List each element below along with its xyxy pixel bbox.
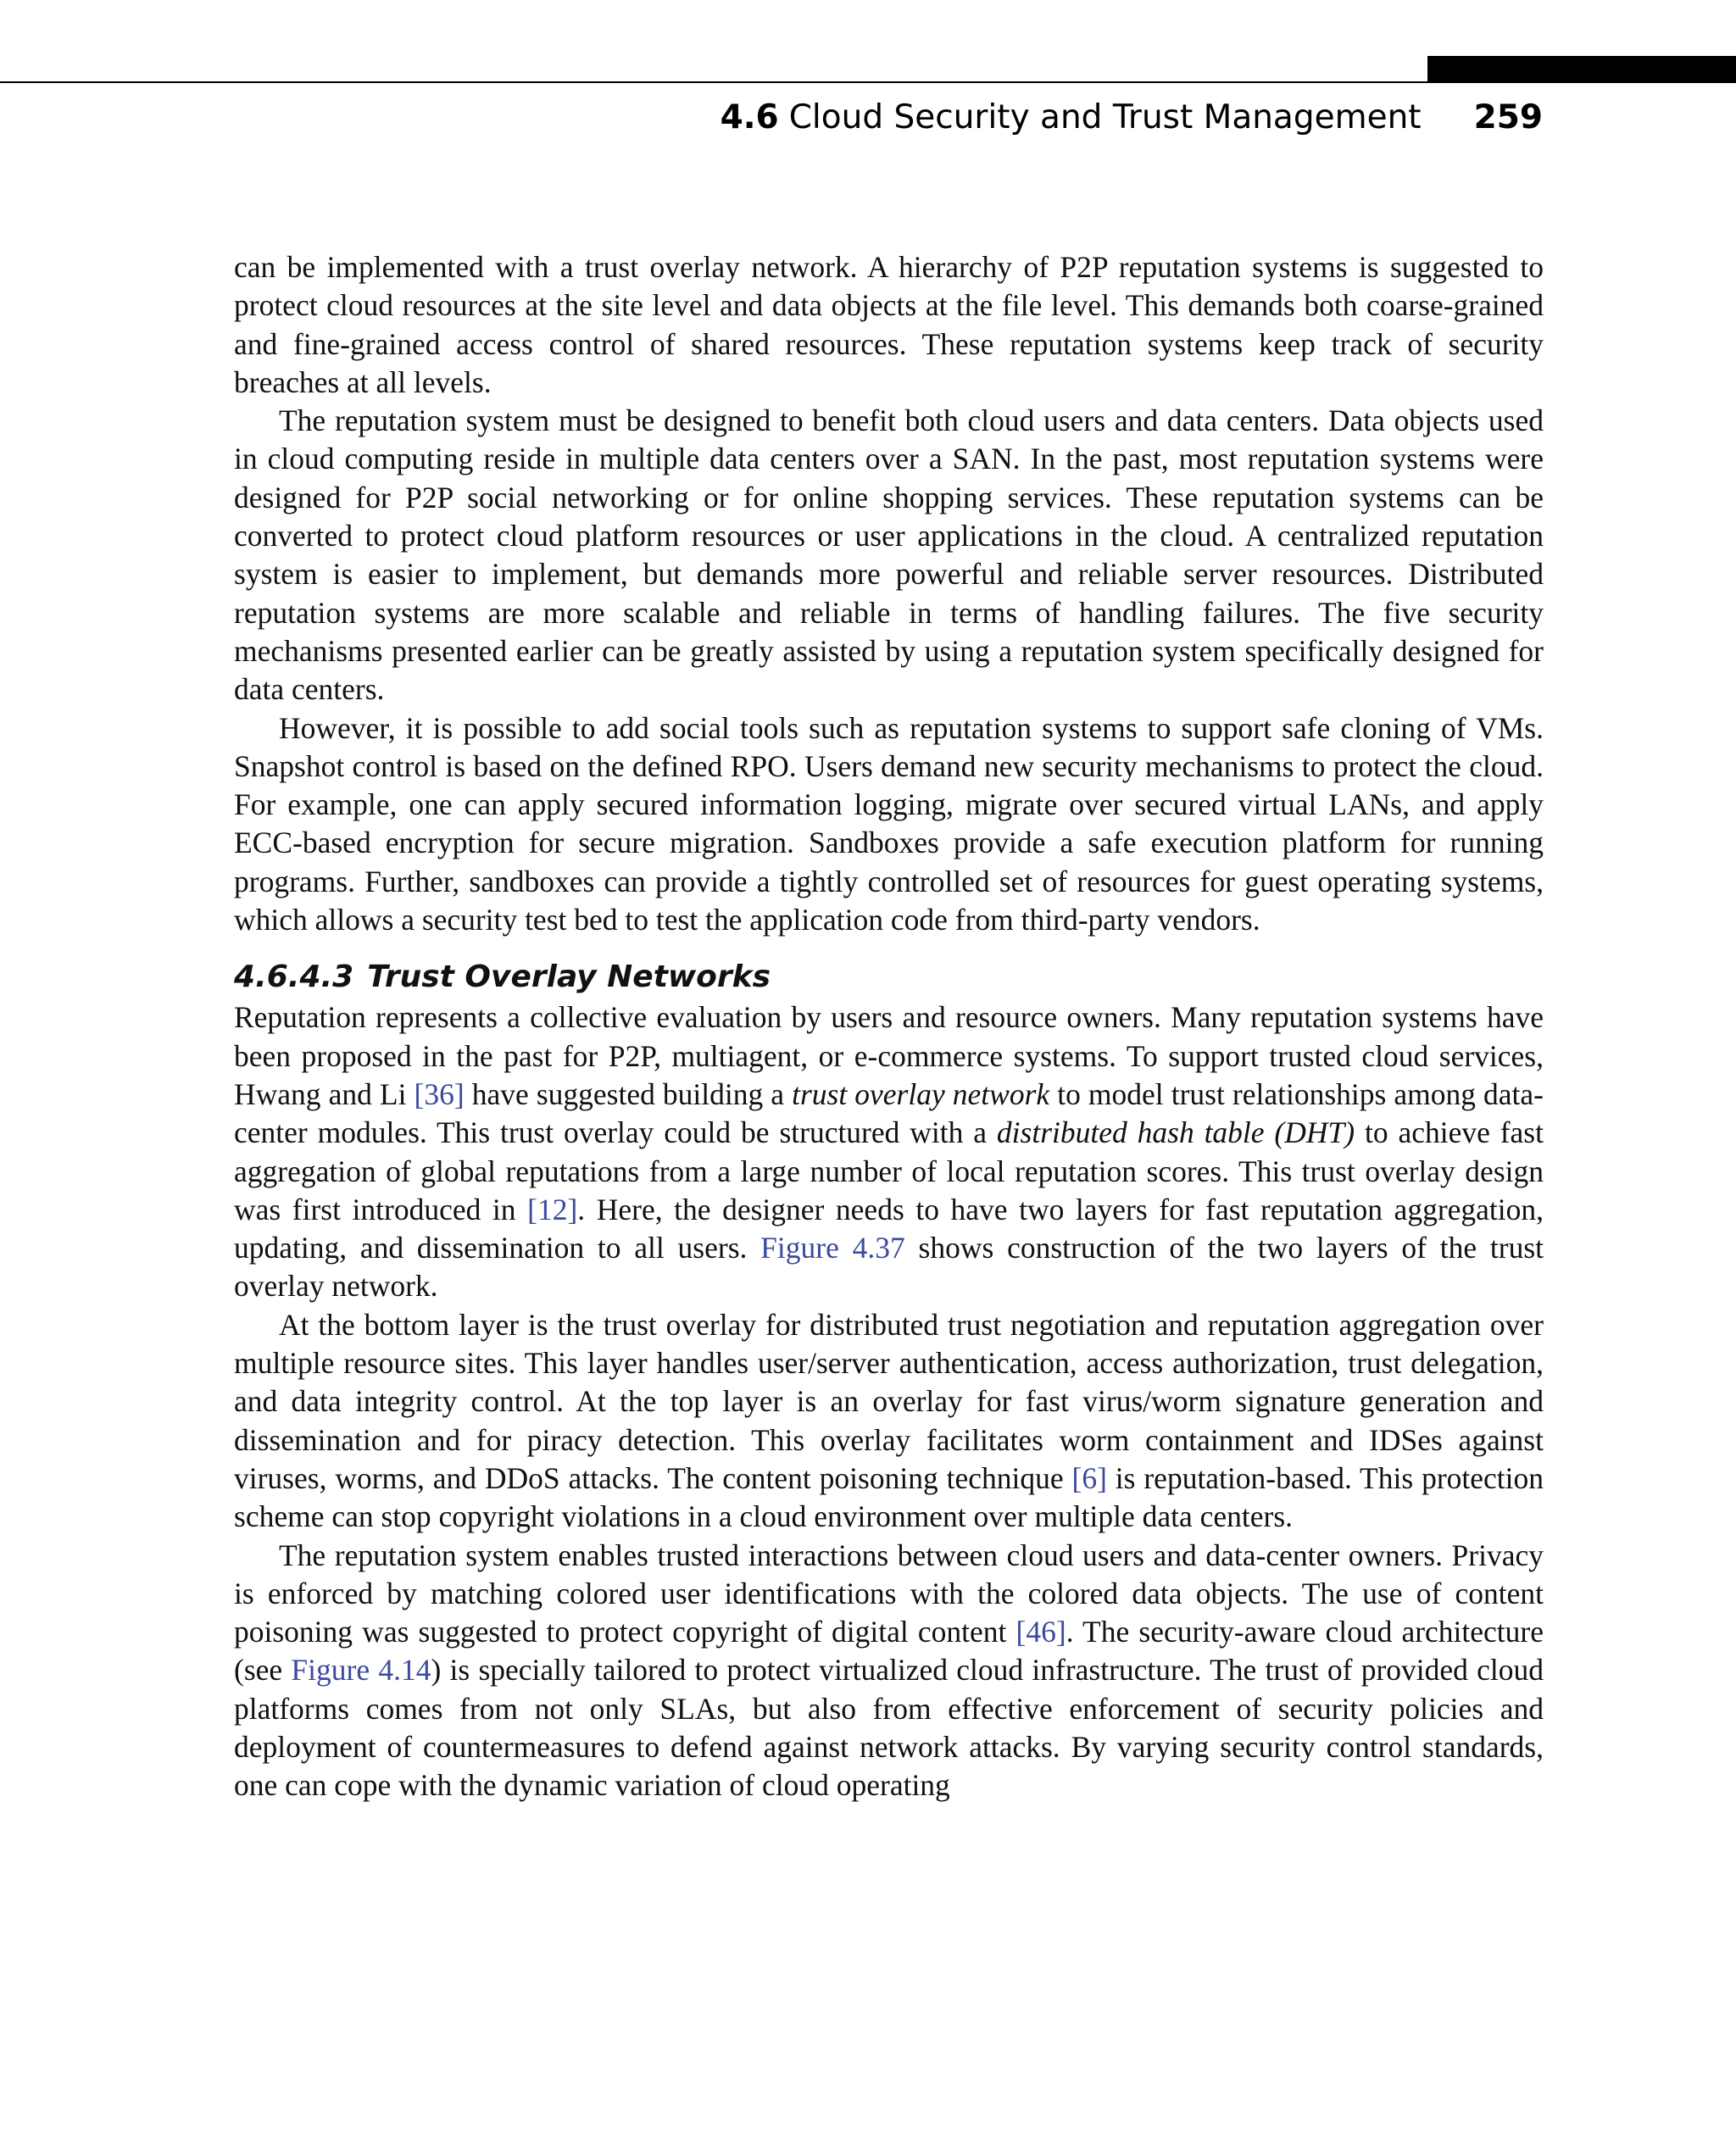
term-distributed-hash-table: distributed hash table (DHT) xyxy=(996,1115,1355,1150)
paragraph-5-text: At the bottom layer is the trust overlay for distributed trust negotiation and reputation aggregation over multiple resource sites. This layer handles user/server authentication, access authorization, trust delegation, and data integrity control. At the top layer is an overlay for fast virus/worm signature generation and dissemination and for piracy detection. This overlay facilitates worm containment and IDSes against viruses, worms, and DDoS attacks. The content poisoning technique xyxy=(234,1307,1544,1495)
paragraph-4-text: . Here, the designer needs to have two layers for fast reputation aggregation, updating, and dissemination to all users. xyxy=(234,1192,1544,1265)
paragraph-5 xyxy=(234,1306,1544,1537)
citation-link-12[interactable]: [12] xyxy=(527,1192,578,1226)
citation-link-46[interactable]: [46] xyxy=(1015,1615,1066,1649)
paragraph-4-text: shows construction of the two layers of the trust overlay network. xyxy=(234,1231,1544,1304)
paragraph-4-text: have suggested building a xyxy=(464,1076,793,1111)
paragraph-6-text: . The security-aware cloud architecture (see xyxy=(234,1615,1544,1688)
paragraph-6-text: ) is specially tailored to protect virtualized cloud infrastructure. The trust of provided cloud platforms comes from not only SLAs, but also from effective enforcement of security policies and deployment of countermeasures to defend against network attacks. By varying security control standards, one can cope with the dynamic variation of cloud operating xyxy=(234,1653,1544,1803)
citation-link-36[interactable]: [36] xyxy=(414,1076,465,1111)
header-tab-bar xyxy=(1427,56,1736,83)
paragraph-3: However, it is possible to add social tools such as reputation systems to support safe cloning of VMs. Snapshot control is based on the defined RPO. Users demand new security mechanisms to protect the cloud. For example, one can apply secured information logging, migrate over secured virtual LANs, and apply ECC-based encryption for secure migration. Sandboxes provide a safe execution platform for running programs. Further, sandboxes can provide a tightly controlled set of resources for guest operating systems, which allows a security test bed to test the application code from third-party vendors. xyxy=(234,710,1544,937)
section-heading-title: Trust Overlay Networks xyxy=(367,959,771,995)
paragraph-4 xyxy=(234,998,1544,1305)
paragraph-2: The reputation system must be designed to benefit both cloud users and data centers. Data objects used in cloud computing reside in multiple data centers over a SAN. In the past, most reputation systems were designed for P2P social networking or for online shopping services. These reputation systems can be converted to protect cloud platform resources or user applications in the cloud. A centralized reputation system is easier to implement, but demands more powerful and reliable server resources. Distributed reputation systems are more scalable and reliable in terms of handling failures. The five security mechanisms presented earlier can be greatly assisted by using a reputation system specifically designed for data centers. xyxy=(234,403,1544,707)
section-heading xyxy=(234,956,1544,998)
page-number: 259 xyxy=(1473,97,1543,136)
figure-link-4-14[interactable]: Figure 4.14 xyxy=(291,1653,431,1688)
paragraph-4-text: Reputation represents a collective evaluation by users and resource owners. Many reputation systems have been proposed in the past for P2P, multiagent, or e-commerce systems. To support trusted cloud services, Hwang and Li xyxy=(234,1000,1544,1111)
running-head xyxy=(721,93,1543,141)
paragraph-1: can be implemented with a trust overlay network. A hierarchy of P2P reputation systems is suggested to protect cloud resources at the site level and data objects at the file level. This demands both coarse-grained and fine-grained access control of shared resources. These reputation systems keep track of security breaches at all levels. xyxy=(234,250,1544,399)
term-trust-overlay-network: trust overlay network xyxy=(792,1076,1050,1111)
paragraph-6 xyxy=(234,1537,1544,1805)
paragraph-4-text: to achieve fast aggregation of global reputations from a large number of local reputation scores. This trust overlay design was first introduced in xyxy=(234,1115,1544,1226)
section-heading-number: 4.6.4.3 xyxy=(234,959,354,995)
citation-link-6[interactable]: [6] xyxy=(1071,1460,1107,1495)
running-head-section-number: 4.6 xyxy=(720,97,779,136)
paragraph-6-text: The reputation system enables trusted interactions between cloud users and data-center owners. Privacy is enforced by matching colored user identifications with the colored data objects. The use of content poisoning was suggested to protect copyright of digital content xyxy=(234,1538,1544,1649)
paragraph-4-text: to model trust relationships among data-center modules. This trust overlay could be structured with a xyxy=(234,1076,1544,1150)
paragraph-5-text: is reputation-based. This protection scheme can stop copyright violations in a cloud environment over multiple data centers. xyxy=(234,1460,1544,1534)
figure-link-4-37[interactable]: Figure 4.37 xyxy=(760,1231,905,1265)
running-head-section-title: Cloud Security and Trust Management xyxy=(788,97,1422,136)
page-body xyxy=(234,248,1544,1805)
